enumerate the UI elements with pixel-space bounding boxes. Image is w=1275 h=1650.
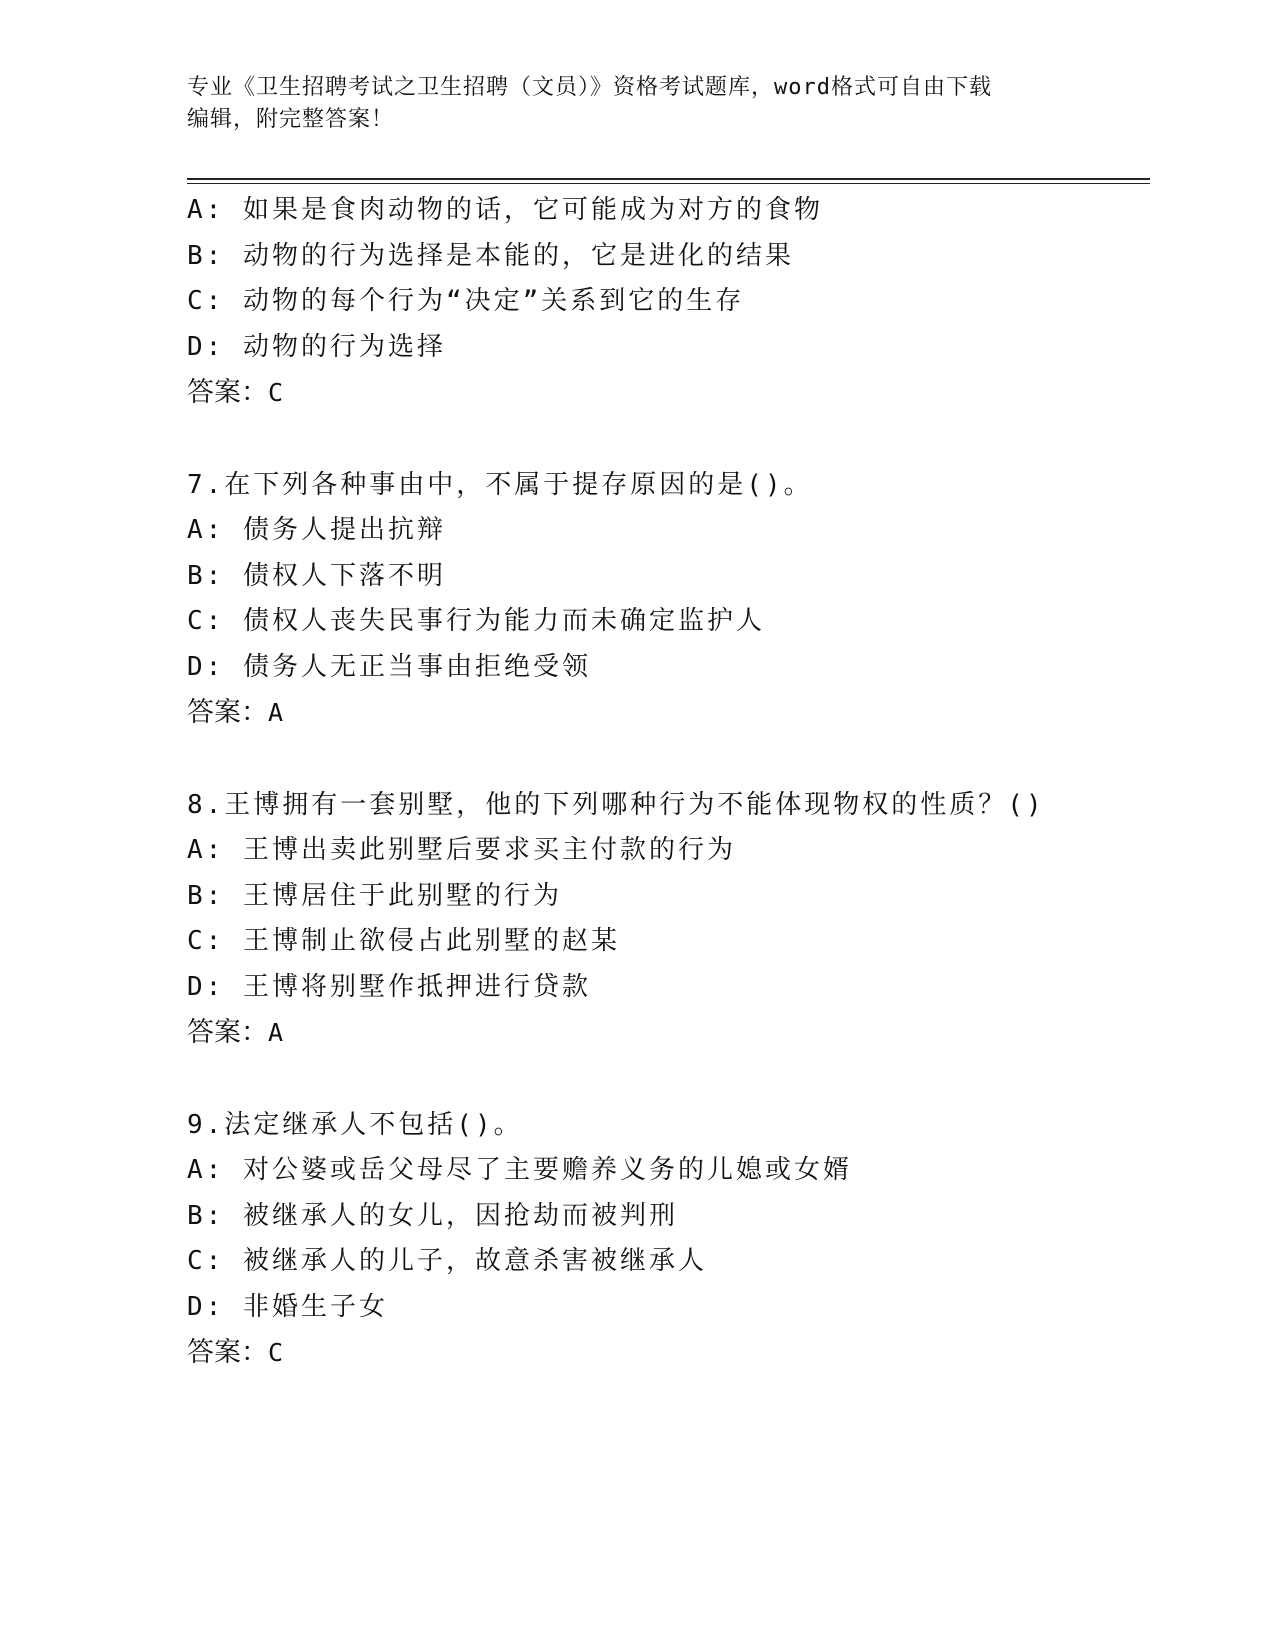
answer-value: A	[268, 1018, 284, 1047]
answer-value: C	[268, 1338, 284, 1367]
block-spacer	[187, 736, 1147, 783]
header-divider-thin	[187, 183, 1150, 184]
block-spacer	[187, 1056, 1147, 1103]
question-block-6	[187, 188, 1147, 416]
answer-line	[187, 370, 1147, 416]
header-line-2: 编辑，附完整答案！	[187, 107, 395, 132]
option-d: D: 非婚生子女	[187, 1291, 388, 1322]
option-d: D: 动物的行为选择	[187, 331, 446, 362]
header-divider-thick	[187, 178, 1150, 180]
option-d: D: 债务人无正当事由拒绝受领	[187, 651, 591, 682]
answer-label: 答案：	[187, 1337, 268, 1368]
option-a: A: 对公婆或岳父母尽了主要赡养义务的儿媳或女婿	[187, 1155, 852, 1185]
question-list	[187, 188, 1147, 1376]
answer-label: 答案：	[187, 1017, 268, 1048]
answer-line	[187, 690, 1147, 736]
option-b: B: 动物的行为选择是本能的，它是进化的结果	[187, 240, 794, 271]
question-stem: 9.法定继承人不包括()。	[187, 1109, 523, 1140]
question-block-7	[187, 463, 1147, 736]
option-c: C: 被继承人的儿子，故意杀害被继承人	[187, 1246, 707, 1276]
document-header	[187, 72, 1087, 136]
option-b: B: 王博居住于此别墅的行为	[187, 880, 562, 911]
question-stem: 7.在下列各种事由中，不属于提存原因的是()。	[187, 469, 813, 500]
question-block-9	[187, 1103, 1147, 1376]
option-c: C: 债权人丧失民事行为能力而未确定监护人	[187, 606, 765, 636]
option-a: A: 王博出卖此别墅后要求买主付款的行为	[187, 835, 736, 865]
option-d: D: 王博将别墅作抵押进行贷款	[187, 971, 591, 1002]
option-b: B: 债权人下落不明	[187, 560, 446, 591]
question-block-8	[187, 783, 1147, 1056]
option-c: C: 动物的每个行为“决定”关系到它的生存	[187, 286, 745, 316]
option-a: A: 如果是食肉动物的话，它可能成为对方的食物	[187, 195, 823, 225]
question-stem: 8.王博拥有一套别墅，他的下列哪种行为不能体现物权的性质？()	[187, 789, 1045, 820]
block-spacer	[187, 416, 1147, 463]
option-b: B: 被继承人的女儿，因抢劫而被判刑	[187, 1200, 678, 1231]
answer-label: 答案：	[187, 377, 268, 408]
option-a: A: 债务人提出抗辩	[187, 515, 446, 545]
option-c: C: 王博制止欲侵占此别墅的赵某	[187, 926, 620, 956]
answer-line	[187, 1010, 1147, 1056]
answer-line	[187, 1330, 1147, 1376]
answer-value: A	[268, 698, 284, 727]
header-line-1: 专业《卫生招聘考试之卫生招聘（文员）》资格考试题库，word格式可自由下载	[187, 75, 992, 100]
answer-value: C	[268, 378, 284, 407]
answer-label: 答案：	[187, 697, 268, 728]
